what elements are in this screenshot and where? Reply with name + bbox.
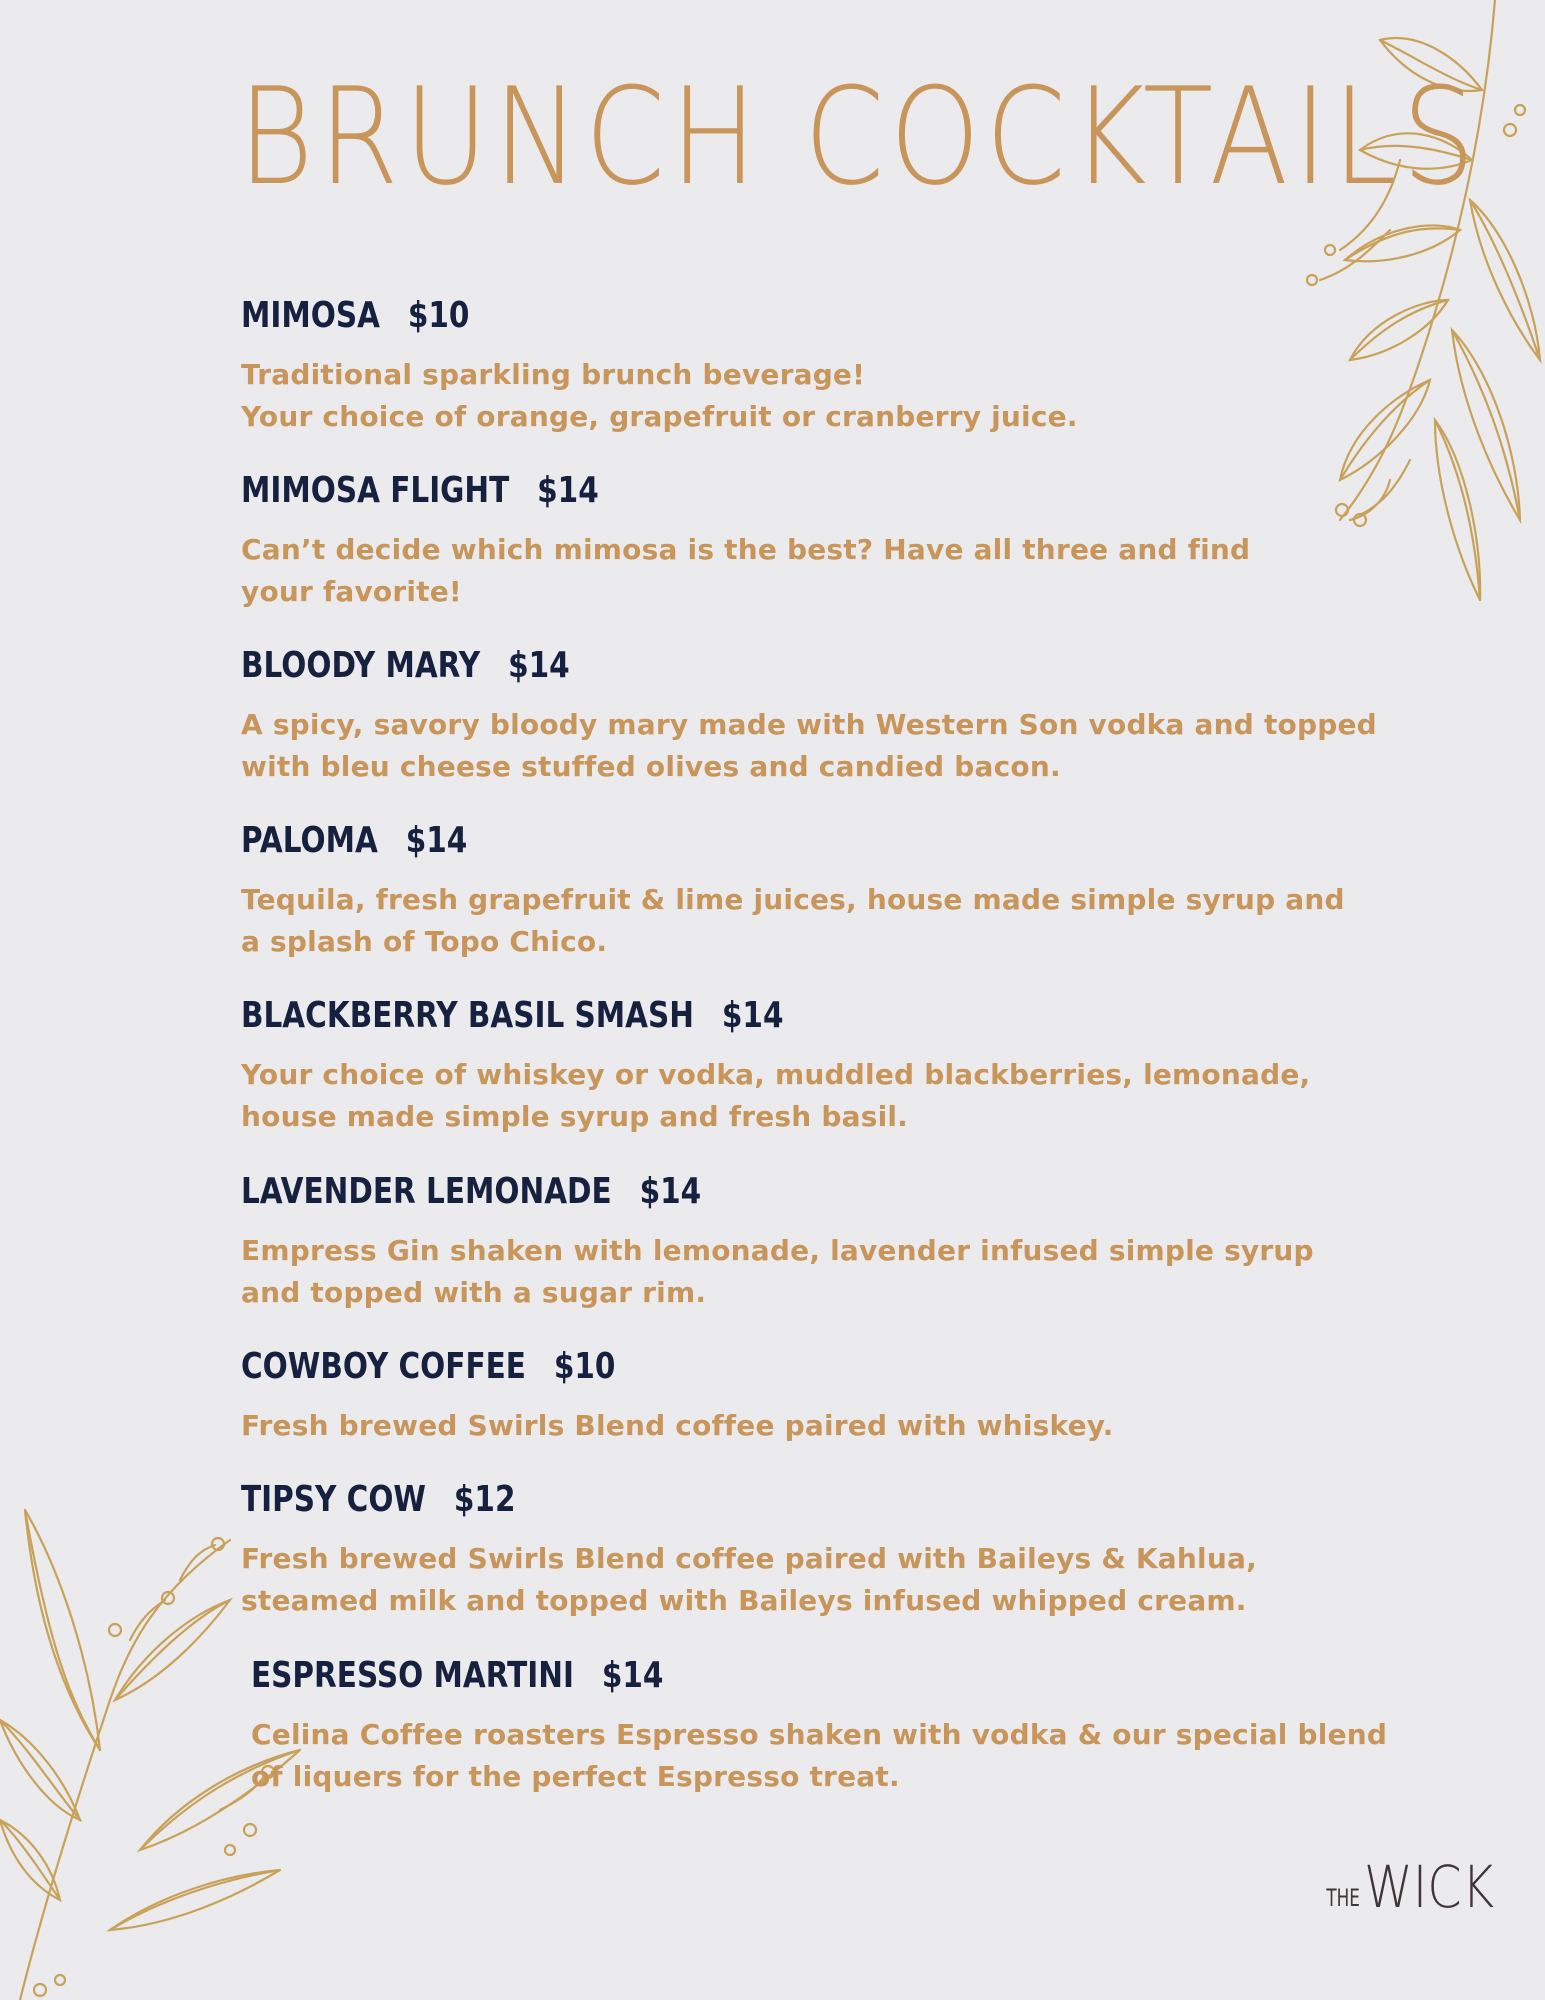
- item-description: Traditional sparkling brunch beverage!: [241, 358, 866, 391]
- item-description: Fresh brewed Swirls Blend coffee paired with Baileys & Kahlua,: [241, 1542, 1257, 1575]
- item-description: of liquers for the perfect Espresso treat.: [251, 1760, 900, 1793]
- item-price: $10: [407, 295, 470, 336]
- menu-item: [251, 1655, 1388, 1798]
- menu-item: [241, 995, 1311, 1138]
- item-description: Can’t decide which mimosa is the best? Have all three and find: [241, 533, 1251, 566]
- menu-title: BRUNCH COCKTAILS: [238, 59, 1481, 215]
- menu-item: [241, 645, 1377, 788]
- item-description: Your choice of orange, grapefruit or cranberry juice.: [241, 400, 1078, 433]
- item-name: BLACKBERRY BASIL SMASH: [241, 995, 694, 1036]
- item-name: TIPSY COW: [241, 1479, 426, 1520]
- item-price: $14: [721, 995, 784, 1036]
- item-name: COWBOY COFFEE: [241, 1346, 526, 1387]
- logo-the: THE: [1326, 1884, 1360, 1912]
- menu-item: [241, 1479, 1257, 1622]
- item-name: MIMOSA FLIGHT: [241, 470, 510, 511]
- menu-item: [241, 1346, 1114, 1447]
- item-price: $10: [553, 1346, 616, 1387]
- item-description: your favorite!: [241, 575, 462, 608]
- item-description: a splash of Topo Chico.: [241, 925, 608, 958]
- item-description: with bleu cheese stuffed olives and candied bacon.: [241, 750, 1061, 783]
- menu-item: [241, 820, 1345, 963]
- item-description: house made simple syrup and fresh basil.: [241, 1100, 909, 1133]
- item-price: $12: [453, 1479, 516, 1520]
- item-name: MIMOSA: [241, 295, 380, 336]
- item-description: and topped with a sugar rim.: [241, 1276, 707, 1309]
- item-name: ESPRESSO MARTINI: [251, 1655, 574, 1696]
- item-description: steamed milk and topped with Baileys infused whipped cream.: [241, 1584, 1247, 1617]
- item-price: $14: [508, 645, 570, 686]
- item-description: Tequila, fresh grapefruit & lime juices, house made simple syrup and: [241, 883, 1345, 916]
- item-description: Empress Gin shaken with lemonade, lavender infused simple syrup: [241, 1234, 1314, 1267]
- brand-logo: [1312, 1853, 1517, 1921]
- item-name: BLOODY MARY: [241, 645, 481, 686]
- item-price: $14: [537, 470, 599, 511]
- item-price: $14: [639, 1171, 702, 1212]
- item-name: LAVENDER LEMONADE: [241, 1171, 612, 1212]
- item-price: $14: [601, 1655, 664, 1696]
- logo-wick: WICK: [1363, 1853, 1494, 1921]
- item-name: PALOMA: [241, 820, 378, 861]
- menu-item: [241, 470, 1251, 613]
- item-description: A spicy, savory bloody mary made with Western Son vodka and topped: [241, 708, 1377, 741]
- item-description: Fresh brewed Swirls Blend coffee paired with whiskey.: [241, 1409, 1114, 1442]
- menu-item: [241, 1171, 1314, 1314]
- menu-item: [241, 295, 1078, 438]
- item-price: $14: [405, 820, 468, 861]
- item-description: Celina Coffee roasters Espresso shaken with vodka & our special blend: [251, 1718, 1388, 1751]
- item-description: Your choice of whiskey or vodka, muddled blackberries, lemonade,: [241, 1058, 1311, 1091]
